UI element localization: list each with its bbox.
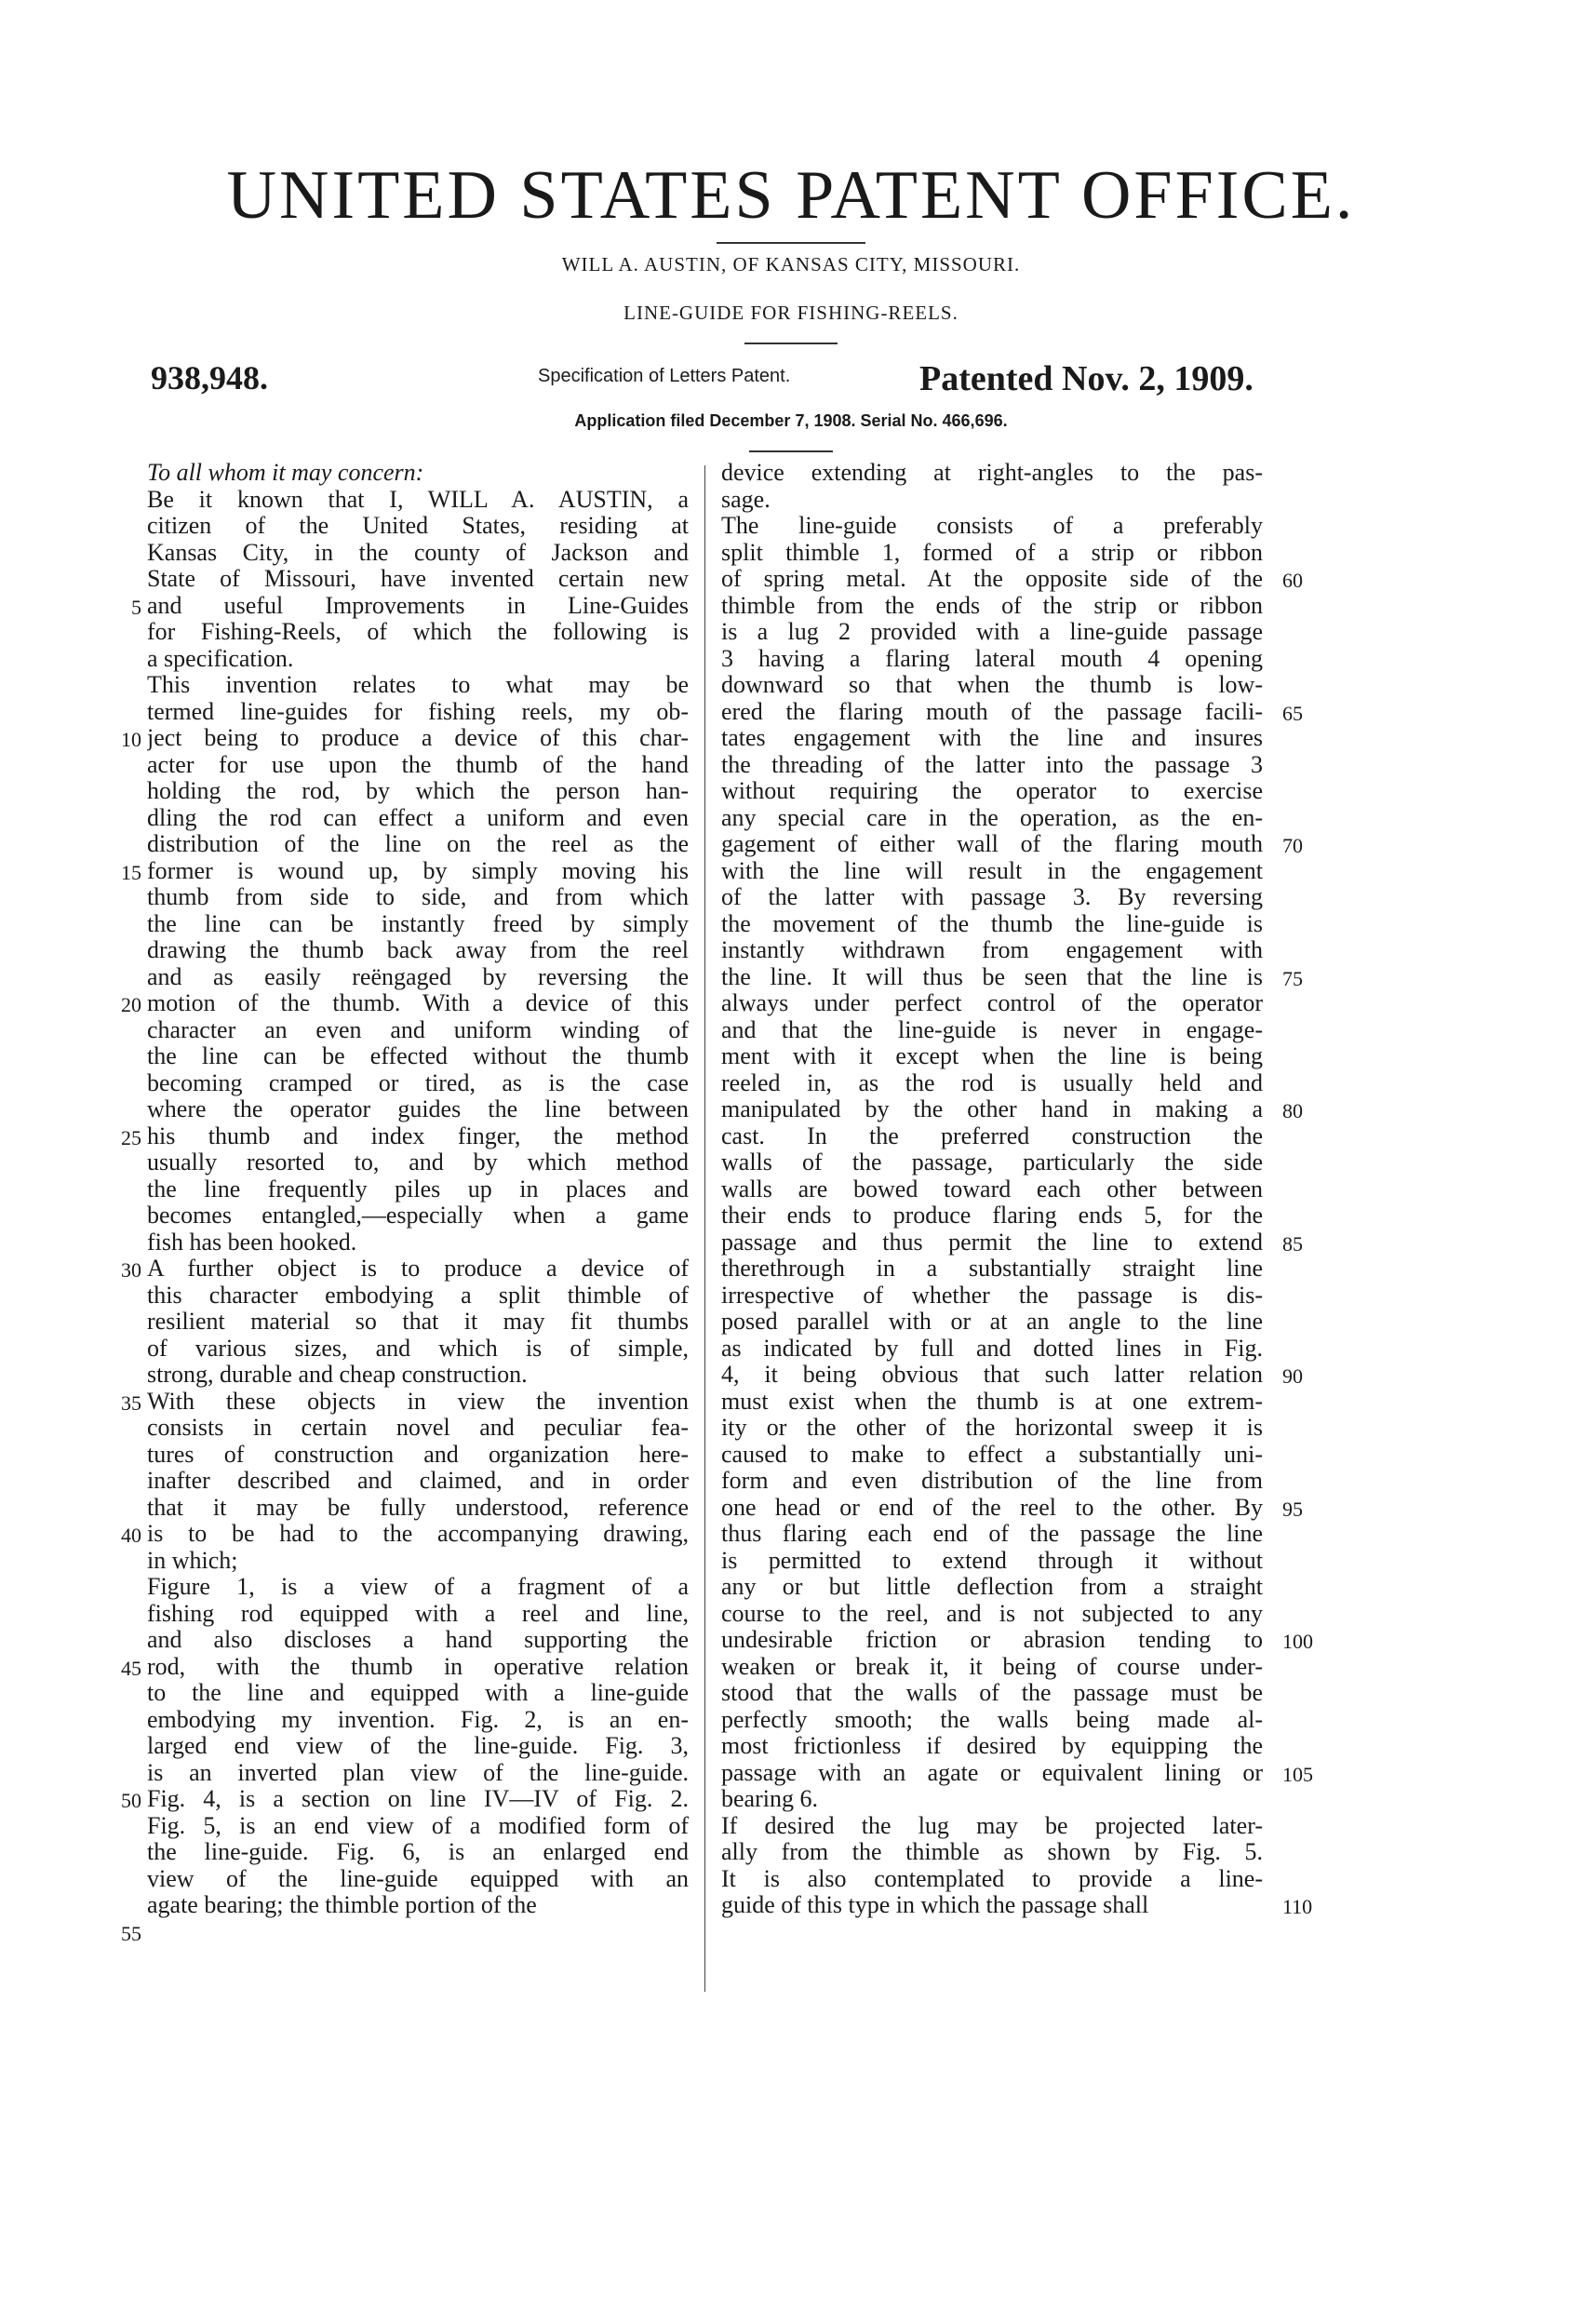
- application-filed: Application filed December 7, 1908. Serial No. 466,696.: [574, 411, 1008, 430]
- patent-number: 938,948.: [151, 359, 268, 396]
- text-line: and also discloses a hand supporting the: [147, 1627, 689, 1653]
- inventor-line: WILL A. AUSTIN, OF KANSAS CITY, MISSOURI.: [561, 253, 1021, 275]
- text-line: walls are bowed toward each other between: [721, 1175, 1263, 1202]
- text-line: rod, with the thumb in operative relation: [147, 1653, 689, 1680]
- text-line: irrespective of whether the passage is dis-: [721, 1282, 1263, 1309]
- specification-label: Specification of Letters Patent.: [538, 366, 791, 386]
- office-title: UNITED STATES PATENT OFFICE.: [226, 157, 1356, 234]
- text-line: inafter described and claimed, and in order: [147, 1468, 689, 1494]
- header-rule: [749, 450, 833, 452]
- line-number: 15: [121, 860, 141, 884]
- line-number: 45: [121, 1656, 141, 1680]
- text-line: passage and thus permit the line to extend: [721, 1229, 1263, 1256]
- text-line: State of Missouri, have invented certain new: [147, 566, 689, 592]
- text-line: thus flaring each end of the passage the line: [721, 1521, 1263, 1547]
- text-line: this character embodying a split thimble of: [147, 1282, 689, 1309]
- text-line: thumb from side to side, and from which: [147, 884, 689, 910]
- text-line: consists in certain novel and peculiar fea-: [147, 1415, 689, 1441]
- text-line: embodying my invention. Fig. 2, is an en-: [147, 1706, 689, 1733]
- text-line: termed line-guides for fishing reels, my ob-: [147, 698, 689, 725]
- text-line: gagement of either wall of the flaring mouth: [721, 831, 1263, 857]
- text-line: manipulated by the other hand in making a: [721, 1096, 1263, 1122]
- line-number: 100: [1282, 1630, 1313, 1653]
- text-line: character an even and uniform winding of: [147, 1016, 689, 1043]
- line-number: 90: [1282, 1364, 1303, 1388]
- line-number: 110: [1282, 1895, 1313, 1918]
- text-line: must exist when the thumb is at one extrem-: [721, 1388, 1263, 1415]
- text-line: reeled in, as the rod is usually held and: [721, 1069, 1263, 1096]
- text-line: as indicated by full and dotted lines in Fig.: [721, 1335, 1263, 1362]
- text-line: acter for use upon the thumb of the hand: [147, 751, 689, 778]
- text-line: is to be had to the accompanying drawing,: [147, 1521, 689, 1547]
- line-number: 35: [121, 1390, 141, 1415]
- text-line: the line-guide. Fig. 6, is an enlarged end: [147, 1839, 689, 1865]
- text-line: undesirable friction or abrasion tending to: [721, 1627, 1263, 1653]
- text-line: 4, it being obvious that such latter relation: [721, 1362, 1263, 1388]
- text-line: the movement of the thumb the line-guide is: [721, 910, 1263, 937]
- line-number: 65: [1282, 701, 1303, 725]
- text-line: downward so that when the thumb is low-: [721, 672, 1263, 698]
- text-line: With these objects in view the invention: [147, 1388, 689, 1415]
- text-line: usually resorted to, and by which method: [147, 1149, 689, 1175]
- text-line: and as easily reëngaged by reversing the: [147, 963, 689, 990]
- text-line: becomes entangled,—especially when a game: [147, 1202, 689, 1229]
- text-line: Kansas City, in the county of Jackson and: [147, 539, 689, 566]
- text-line: tates engagement with the line and insures: [721, 725, 1263, 751]
- text-line: stood that the walls of the passage must be: [721, 1680, 1263, 1706]
- text-line: always under perfect control of the operator: [721, 990, 1263, 1016]
- text-line: dling the rod can effect a uniform and even: [147, 804, 689, 831]
- text-line: course to the reel, and is not subjected to any: [721, 1600, 1263, 1627]
- text-line: a specification.: [147, 645, 294, 672]
- text-line: 3 having a flaring lateral mouth 4 opening: [721, 645, 1263, 672]
- text-line: device extending at right-angles to the pas-: [721, 460, 1263, 486]
- text-line: any special care in the operation, as the en-: [721, 804, 1263, 831]
- text-line: perfectly smooth; the walls being made al-: [721, 1706, 1263, 1733]
- line-number: 60: [1282, 569, 1303, 592]
- line-number: 25: [121, 1125, 141, 1149]
- subject-title: LINE-GUIDE FOR FISHING-REELS.: [623, 302, 959, 324]
- text-line: If desired the lug may be projected later-: [721, 1812, 1263, 1839]
- text-line: This invention relates to what may be: [147, 672, 689, 698]
- text-line: instantly withdrawn from engagement with: [721, 937, 1263, 963]
- text-line: to the line and equipped with a line-guide: [147, 1680, 689, 1706]
- text-line: citizen of the United States, residing at: [147, 513, 689, 539]
- text-line: The line-guide consists of a preferably: [721, 513, 1263, 539]
- text-line: fishing rod equipped with a reel and line,: [147, 1600, 689, 1627]
- text-line: of various sizes, and which is of simple,: [147, 1335, 689, 1362]
- line-number: 50: [121, 1789, 141, 1812]
- text-line: motion of the thumb. With a device of this: [147, 990, 689, 1016]
- column-divider: [704, 465, 705, 1992]
- text-line: weaken or break it, it being of course under-: [721, 1653, 1263, 1680]
- text-line: the line can be instantly freed by simply: [147, 910, 689, 937]
- text-line: ment with it except when the line is being: [721, 1043, 1263, 1069]
- text-line: therethrough in a substantially straight line: [721, 1256, 1263, 1282]
- text-line: A further object is to produce a device of: [147, 1256, 689, 1282]
- text-line: of spring metal. At the opposite side of the: [721, 566, 1263, 592]
- text-line: guide of this type in which the passage shall: [721, 1892, 1149, 1918]
- text-line: that it may be fully understood, reference: [147, 1494, 689, 1521]
- text-line: of the latter with passage 3. By reversing: [721, 884, 1263, 910]
- text-line: in which;: [147, 1547, 238, 1574]
- text-line: is a lug 2 provided with a line-guide passage: [721, 619, 1263, 645]
- text-line: most frictionless if desired by equipping the: [721, 1733, 1263, 1759]
- line-number: 95: [1282, 1497, 1303, 1521]
- patented-date: Patented Nov. 2, 1909.: [919, 359, 1254, 398]
- text-line: Fig. 5, is an end view of a modified form of: [147, 1812, 689, 1839]
- text-line: strong, durable and cheap construction.: [147, 1362, 528, 1388]
- title-rule: [717, 242, 865, 244]
- line-number: 10: [121, 728, 141, 751]
- line-number: 105: [1282, 1762, 1313, 1786]
- text-line: It is also contemplated to provide a line-: [721, 1865, 1263, 1892]
- line-number: 70: [1282, 834, 1303, 857]
- text-line: the line. It will thus be seen that the line is: [721, 963, 1263, 990]
- text-line: any or but little deflection from a straight: [721, 1574, 1263, 1600]
- text-line: distribution of the line on the reel as the: [147, 831, 689, 857]
- text-line: fish has been hooked.: [147, 1229, 357, 1256]
- text-line: walls of the passage, particularly the side: [721, 1149, 1263, 1175]
- text-line: bearing 6.: [721, 1786, 818, 1812]
- text-line: one head or end of the reel to the other. By: [721, 1494, 1263, 1521]
- text-line: ject being to produce a device of this char-: [147, 725, 689, 751]
- line-number: 55: [121, 1921, 141, 1945]
- text-line: their ends to produce flaring ends 5, for the: [721, 1202, 1263, 1229]
- text-line: split thimble 1, formed of a strip or ribbon: [721, 539, 1263, 566]
- text-line: is an inverted plan view of the line-guide.: [147, 1759, 689, 1786]
- text-line: without requiring the operator to exercise: [721, 778, 1263, 804]
- right-text-column: [721, 460, 1263, 1919]
- text-line: cast. In the preferred construction the: [721, 1122, 1263, 1149]
- text-line: holding the rod, by which the person han-: [147, 778, 689, 804]
- text-line: sage.: [721, 486, 771, 513]
- line-number: 85: [1282, 1231, 1303, 1256]
- text-line: Fig. 4, is a section on line IV—IV of Fig. 2.: [147, 1786, 689, 1812]
- text-line: ity or the other of the horizontal sweep it is: [721, 1415, 1263, 1441]
- text-line: tures of construction and organization here-: [147, 1441, 689, 1468]
- text-line: the threading of the latter into the passage 3: [721, 751, 1263, 778]
- text-line: agate bearing; the thimble portion of the: [147, 1892, 537, 1918]
- line-number: 80: [1282, 1099, 1303, 1122]
- text-line: To all whom it may concern:: [147, 460, 424, 486]
- text-line: is permitted to extend through it without: [721, 1547, 1263, 1574]
- text-line: former is wound up, by simply moving his: [147, 857, 689, 884]
- text-line: where the operator guides the line between: [147, 1096, 689, 1122]
- text-line: form and even distribution of the line from: [721, 1468, 1263, 1494]
- text-line: the line can be effected without the thumb: [147, 1043, 689, 1069]
- text-line: drawing the thumb back away from the reel: [147, 937, 689, 963]
- text-line: becoming cramped or tired, as is the case: [147, 1069, 689, 1096]
- text-line: Figure 1, is a view of a fragment of a: [147, 1574, 689, 1600]
- text-line: with the line will result in the engagement: [721, 857, 1263, 884]
- text-line: passage with an agate or equivalent lining or: [721, 1759, 1263, 1786]
- line-number: 5: [131, 595, 141, 619]
- text-line: view of the line-guide equipped with an: [147, 1865, 689, 1892]
- text-line: the line frequently piles up in places and: [147, 1175, 689, 1202]
- line-number: 30: [121, 1258, 141, 1282]
- text-line: and useful Improvements in Line-Guides: [147, 592, 689, 619]
- text-line: resilient material so that it may fit thumbs: [147, 1309, 689, 1335]
- text-line: ally from the thimble as shown by Fig. 5.: [721, 1839, 1263, 1865]
- line-number: 20: [121, 993, 141, 1016]
- text-line: for Fishing-Reels, of which the following is: [147, 619, 689, 645]
- text-line: ered the flaring mouth of the passage facili-: [721, 698, 1263, 725]
- text-line: and that the line-guide is never in engage-: [721, 1016, 1263, 1043]
- line-number: 75: [1282, 966, 1303, 990]
- text-line: larged end view of the line-guide. Fig. 3,: [147, 1733, 689, 1759]
- text-line: posed parallel with or at an angle to the line: [721, 1309, 1263, 1335]
- text-line: caused to make to effect a substantially uni-: [721, 1441, 1263, 1468]
- left-text-column: [147, 460, 689, 1919]
- text-line: his thumb and index finger, the method: [147, 1122, 689, 1149]
- subject-rule: [744, 343, 838, 344]
- text-line: thimble from the ends of the strip or ribbon: [721, 592, 1263, 619]
- text-line: Be it known that I, WILL A. AUSTIN, a: [147, 486, 689, 513]
- line-number: 40: [121, 1524, 141, 1547]
